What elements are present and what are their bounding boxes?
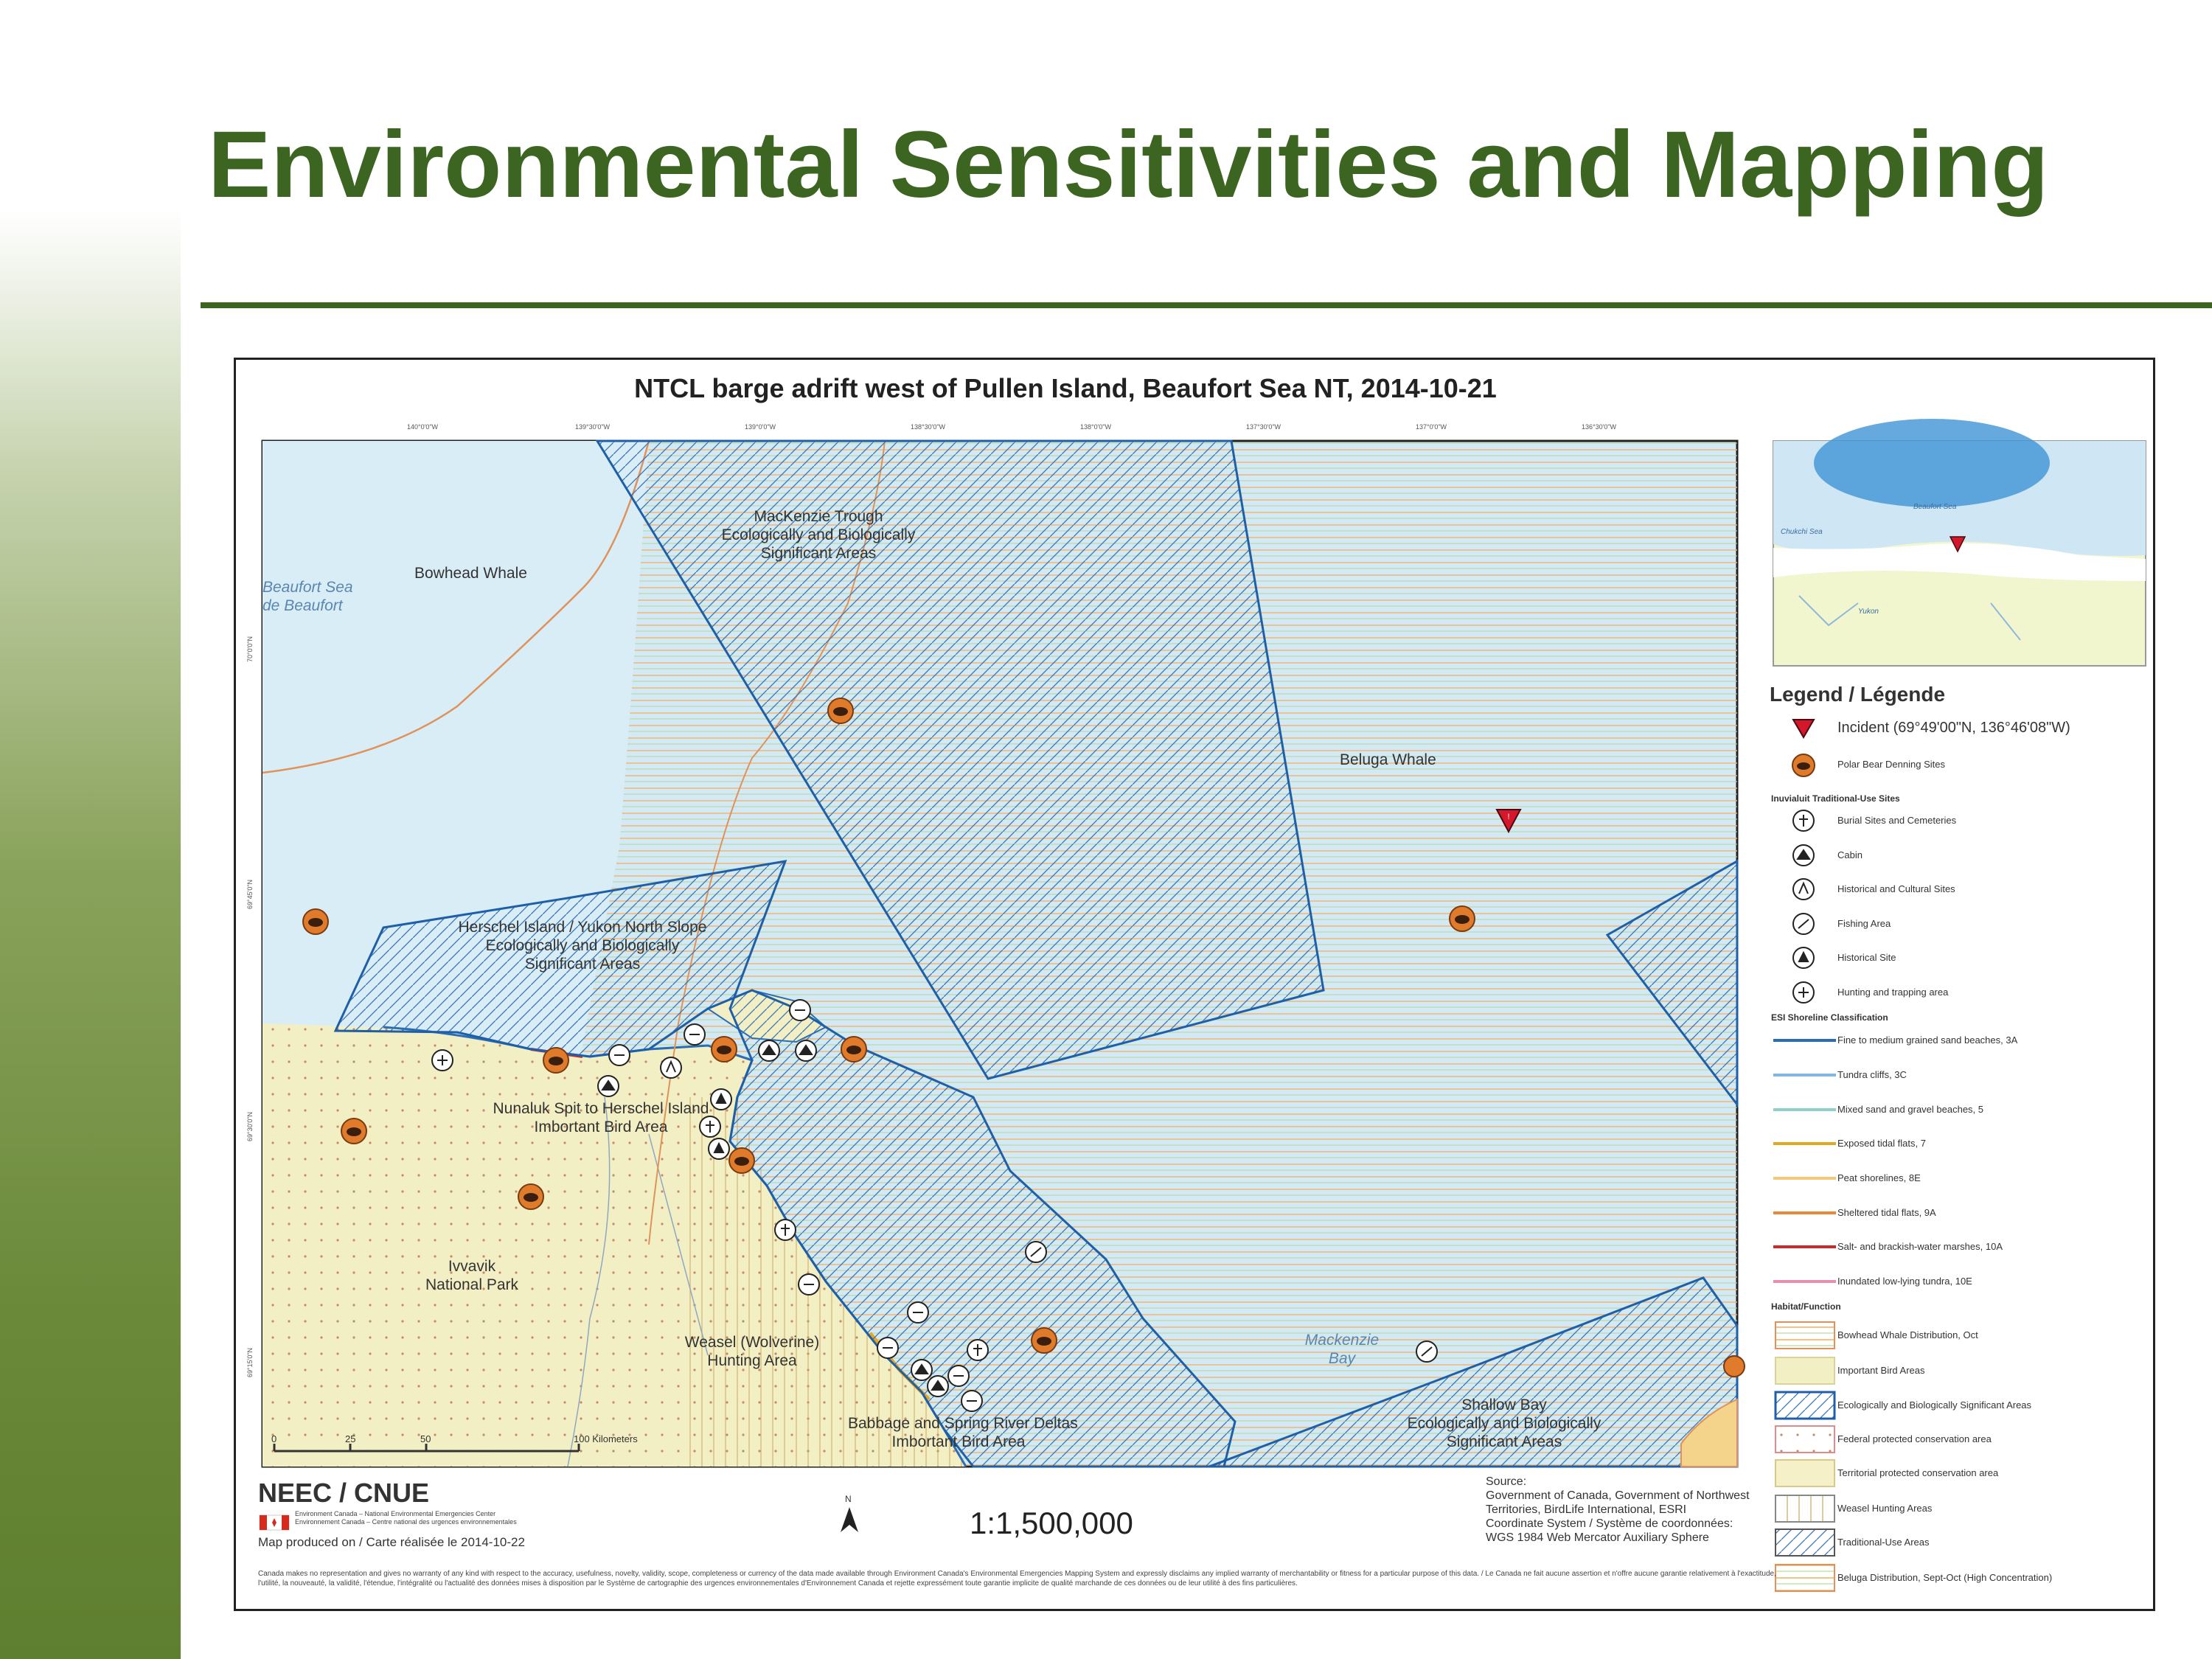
legend-traditional-item: Historical and Cultural Sites xyxy=(1837,883,1955,894)
polar-bear-icon xyxy=(729,1148,754,1173)
legend-habitat-item: Bowhead Whale Distribution, Oct xyxy=(1837,1329,1978,1340)
mackenzie-bay-label: Mackenzie Bay xyxy=(1304,1332,1380,1367)
fishing-area-icon xyxy=(1026,1242,1046,1262)
top-tick: 139°0'0"W xyxy=(745,423,776,431)
left-tick: 69°45'0"N xyxy=(246,879,254,909)
burial-site-icon xyxy=(775,1220,796,1240)
ivvavik-label: Ivvavik National Park xyxy=(425,1258,519,1293)
cabin-icon xyxy=(759,1040,779,1061)
legend-habitat-item: Weasel Hunting Areas xyxy=(1837,1503,1933,1514)
produced-date: Map produced on / Carte réalisée le 2014-10-22 xyxy=(258,1535,525,1549)
legend-shoreline-lines xyxy=(1773,1040,1836,1281)
legend-incident-icon xyxy=(1793,720,1814,737)
legend-shoreline-item: Sheltered tidal flats, 9A xyxy=(1837,1207,1936,1218)
svg-text:!: ! xyxy=(1507,813,1510,821)
legend-traditional-item: Fishing Area xyxy=(1837,918,1891,929)
agency-name: NEEC / CNUE xyxy=(258,1478,430,1508)
title-rule xyxy=(201,302,2212,308)
hunting-area-icon xyxy=(684,1024,705,1045)
top-tick: 138°0'0"W xyxy=(1080,423,1112,431)
polar-bear-icon xyxy=(712,1037,737,1062)
left-tick: 70°0'0"N xyxy=(246,636,254,662)
fishing-area-icon xyxy=(1416,1341,1437,1362)
top-tick: 137°0'0"W xyxy=(1416,423,1447,431)
legend-hunting-area-icon xyxy=(1793,982,1814,1003)
legend-habitat-item: Territorial protected conservation area xyxy=(1837,1467,1999,1478)
legend-traditional-item: Cabin xyxy=(1837,849,1863,860)
cabin-icon xyxy=(911,1360,932,1380)
legend-habitat-item: Federal protected conservation area xyxy=(1837,1433,1992,1444)
legend-traditional-item: Burial Sites and Cemeteries xyxy=(1837,815,1957,826)
polar-bear-icon xyxy=(303,909,328,934)
top-tick: 136°30'0"W xyxy=(1582,423,1617,431)
legend-polar-bear-label: Polar Bear Denning Sites xyxy=(1837,759,1945,770)
legend-polar-bear-icon xyxy=(1792,754,1815,776)
legend-habitat-swatches xyxy=(1775,1322,1834,1591)
legend-title: Legend / Légende xyxy=(1770,683,1946,706)
babbage-iba-label: Babbage and Spring River Deltas Imbortant Bird Area xyxy=(848,1415,1078,1450)
legend-burial-site-icon xyxy=(1793,810,1814,831)
polar-bear-icon xyxy=(828,698,853,723)
legend-shoreline-item: Tundra cliffs, 3C xyxy=(1837,1069,1907,1080)
polar-bear-icon xyxy=(1724,1356,1745,1377)
hunting-area-icon xyxy=(877,1338,898,1358)
hunting-area-icon xyxy=(790,1000,810,1020)
polar-bear-icon xyxy=(1450,906,1475,931)
legend-habitat-item: Ecologically and Biologically Significant Areas xyxy=(1837,1399,2032,1411)
map-disclaimer: Canada makes no representation and gives no warranty of any kind with respect to the accuracy, usefulness, novelty, validity, scope, completeness or currency of the data made available through Environment Canada's Environmental Emergencies Mapping System and expressly disclaims any implied warranty of merchantability or fitness for a particular purpose of this data. / Le Canada ne fait aucune assertion et n'offre aucune garantie relativement à l'exactitude, l'utilité, la nouveauté, la validité, l'étendue, l'intégralité ou l'actualité des données mises à disposition par le Système de cartographie des urgences environnementales d'Environnement Canada et rejette expressément toute garantie implicite de qualité marchande de ces données ou de leur utilité à des fins particulières. xyxy=(258,1570,1776,1587)
north-label: N xyxy=(845,1494,852,1504)
legend-habitat-item: Important Bird Areas xyxy=(1837,1365,1925,1376)
agency-lines: Environment Canada – National Environmental Emergencies Center Environnement Canada – Centre national des urgences environnementales xyxy=(295,1510,517,1526)
legend-shoreline-item: Salt- and brackish-water marshes, 10A xyxy=(1837,1241,2003,1252)
polar-bear-icon xyxy=(841,1037,866,1062)
legend-incident-label: Incident (69°49'00"N, 136°46'08"W) xyxy=(1837,720,2070,736)
legend-habitat-heading: Habitat/Function xyxy=(1771,1301,1841,1312)
left-tick: 69°30'0"N xyxy=(246,1111,254,1141)
map-graphic xyxy=(236,360,2153,1609)
polar-bear-icon xyxy=(543,1048,568,1073)
inset-beaufort-label: Beaufort Sea xyxy=(1913,503,1957,511)
slide-title: Environmental Sensitivities and Mapping xyxy=(208,112,2049,218)
legend-shoreline-item: Exposed tidal flats, 7 xyxy=(1837,1138,1926,1149)
legend-fishing-area-icon xyxy=(1793,914,1814,934)
slide-side-gradient xyxy=(0,210,181,1659)
polar-bear-icon xyxy=(341,1119,366,1144)
legend-historical-site-icon xyxy=(1793,947,1814,968)
top-tick: 138°30'0"W xyxy=(911,423,946,431)
shallow-bay-esa-label: Shallow Bay Ecologically and Biologically Significant Areas xyxy=(1407,1397,1601,1450)
hunting-area-icon xyxy=(961,1391,982,1411)
left-tick: 69°15'0"N xyxy=(246,1347,254,1377)
top-tick: 139°30'0"W xyxy=(575,423,611,431)
hunting-area-icon xyxy=(609,1045,630,1065)
inset-chukchi-label: Chukchi Sea xyxy=(1781,528,1823,536)
legend-shoreline-heading: ESI Shoreline Classification xyxy=(1771,1012,1888,1023)
map-source: Source: Government of Canada, Government of Northwest Territories, BirdLife International, ESRI Coordinate System / Système de coordonnées: WGS 1984 Web Mercator Auxiliary Sphere xyxy=(1486,1475,1750,1544)
map-title: NTCL barge adrift west of Pullen Island, Beaufort Sea NT, 2014-10-21 xyxy=(634,373,1497,403)
polar-bear-icon xyxy=(1032,1328,1057,1353)
legend-habitat-item: Traditional-Use Areas xyxy=(1837,1537,1930,1548)
legend-historical-cultural-icon xyxy=(1793,879,1814,900)
legend-shoreline-item: Fine to medium grained sand beaches, 3A xyxy=(1837,1034,2018,1046)
map-figure: ! NTCL barge adrift west of Pullen Island, Beaufort Sea NT, 2014-10-21 140°0'0"W 139°30'0"W 139°0'0"W 138°30'0"W 138°0'0"W 137°30'0"W 137°0'0"W 136°30'0"W 70°0'0"N 69°45'0"N 69°30'0"N 69°15'0"N MacKenzie Trough Ecologically and Biologically Significant Areas Bowhead Whale Beaufort Sea de Beaufort Beluga Whale Herschel Island / Yukon North Slope Ecologically and Biologically Significant Areas Nunaluk Spit to Herschel Island Imbortant Bird Area Ivvavik National Park Weasel (Wolverine) Hunting Area Babbage and Spring River Deltas Imbortant Bird Area Mackenzie Bay Shallow Bay Ecologically and Biologically Significant Areas 0 25 50 100 Kilometers Beaufort Sea Chukchi Sea Yukon Legend / Légende Incident (69°49'00"N, 136°46'08"W) Polar Bear Denning Sites Inuvialuit Traditional-Use Sites Burial Sites and Cemeteries Cabin Historical and Cultural Sites Fishing Area Historical Site Hunting and trapping area ESI Shoreline Classification Fine to medium grained sand beaches, 3A Tundra cliffs, 3C Mixed sand and gravel beaches, 5 Exposed tidal flats, 7 Peat shorelines, 8E Sheltered tidal flats, 9A Salt- and brackish-water marshes, 10A Inundated low-lying tundra, 10E Habitat/Function Bowhead Whale Distribution, Oct Important Bird Areas Ecologically and Biologically Significant Areas Federal protected conservation area Territorial protected conservation area Weasel Hunting Areas Traditional-Use Areas Beluga Distribution, Sept-Oct (High Concentration) NEEC / CNUE Environment Canada – National Environmental Emergencies Center Environnement Canada – Centre national des urgences environnementales Map produced on / Carte réalisée le 2014-10-22 N 1:1,500,000 Source: Government of Canada, Government of Northwest Territories, BirdLife International, ESRI Coordinate System / Système de coordonnées: WGS 1984 Web Mercator Auxiliary Sphere Canada makes no representation and gives no warranty of any kind with respect to the accuracy, usefulness, novelty, validity, scope, completeness or currency of the data made available through Environment Canada's Environmental Emergencies Mapping System and expressly disclaims any implied warranty of merchantability or fitness for a particular purpose of this data. / Le Canada ne fait aucune assertion et n'offre aucune garantie relativement à l'exactitude, l'utilité, la nouveauté, la validité, l'étendue, l'intégralité ou l'actualité des données mises à disposition par le Système de cartographie des urgences environnementales d'Environnement Canada et rejette expressément toute garantie implicite de qualité marchande de ces données ou de leur utilité à des fins particulières. xyxy=(234,358,2155,1611)
beaufort-sea-label: Beaufort Sea de Beaufort xyxy=(262,579,353,614)
cabin-icon xyxy=(796,1040,816,1061)
top-tick: 140°0'0"W xyxy=(407,423,439,431)
cabin-icon xyxy=(598,1076,619,1096)
beluga-whale-label: Beluga Whale xyxy=(1340,751,1436,768)
legend-traditional-item: Hunting and trapping area xyxy=(1837,987,1949,998)
legend-shoreline-item: Peat shorelines, 8E xyxy=(1837,1172,1921,1183)
hunting-area-icon xyxy=(948,1366,969,1386)
mackenzie-trough-label: MacKenzie Trough Ecologically and Biologically Significant Areas xyxy=(721,508,916,562)
weasel-hunting-label: Weasel (Wolverine) Hunting Area xyxy=(684,1334,820,1369)
legend-symbols xyxy=(1773,720,1836,1591)
legend-cabin-icon xyxy=(1793,845,1814,866)
polar-bear-icon xyxy=(518,1184,543,1209)
hunting-area-icon xyxy=(432,1050,453,1071)
legend-traditional-item: Historical Site xyxy=(1837,952,1896,963)
map-scale: 1:1,500,000 xyxy=(970,1506,1133,1540)
herschel-esa-label: Herschel Island / Yukon North Slope Ecologically and Biologically Significant Areas xyxy=(458,919,707,973)
historical-site-icon xyxy=(711,1089,731,1110)
canada-flag-icon xyxy=(260,1515,289,1530)
burial-site-icon xyxy=(967,1340,988,1360)
historical-site-icon xyxy=(709,1138,729,1159)
bowhead-whale-label: Bowhead Whale xyxy=(414,565,527,582)
top-tick: 137°30'0"W xyxy=(1246,423,1281,431)
inset-yukon-label: Yukon xyxy=(1858,608,1879,616)
legend-traditional-heading: Inuvialuit Traditional-Use Sites xyxy=(1771,793,1900,804)
legend-shoreline-item: Inundated low-lying tundra, 10E xyxy=(1837,1276,1972,1287)
historical-cultural-icon xyxy=(661,1057,681,1078)
north-arrow-icon xyxy=(841,1507,858,1532)
nunaluk-iba-label: Nunaluk Spit to Herschel Island Imbortant Bird Area xyxy=(493,1100,709,1135)
legend-habitat-item: Beluga Distribution, Sept-Oct (High Concentration) xyxy=(1837,1572,2053,1583)
cabin-icon xyxy=(928,1376,948,1397)
hunting-area-icon xyxy=(799,1274,819,1295)
hunting-area-icon xyxy=(908,1302,928,1323)
inset-overview-map xyxy=(1773,419,2146,666)
legend-shoreline-item: Mixed sand and gravel beaches, 5 xyxy=(1837,1104,1984,1115)
